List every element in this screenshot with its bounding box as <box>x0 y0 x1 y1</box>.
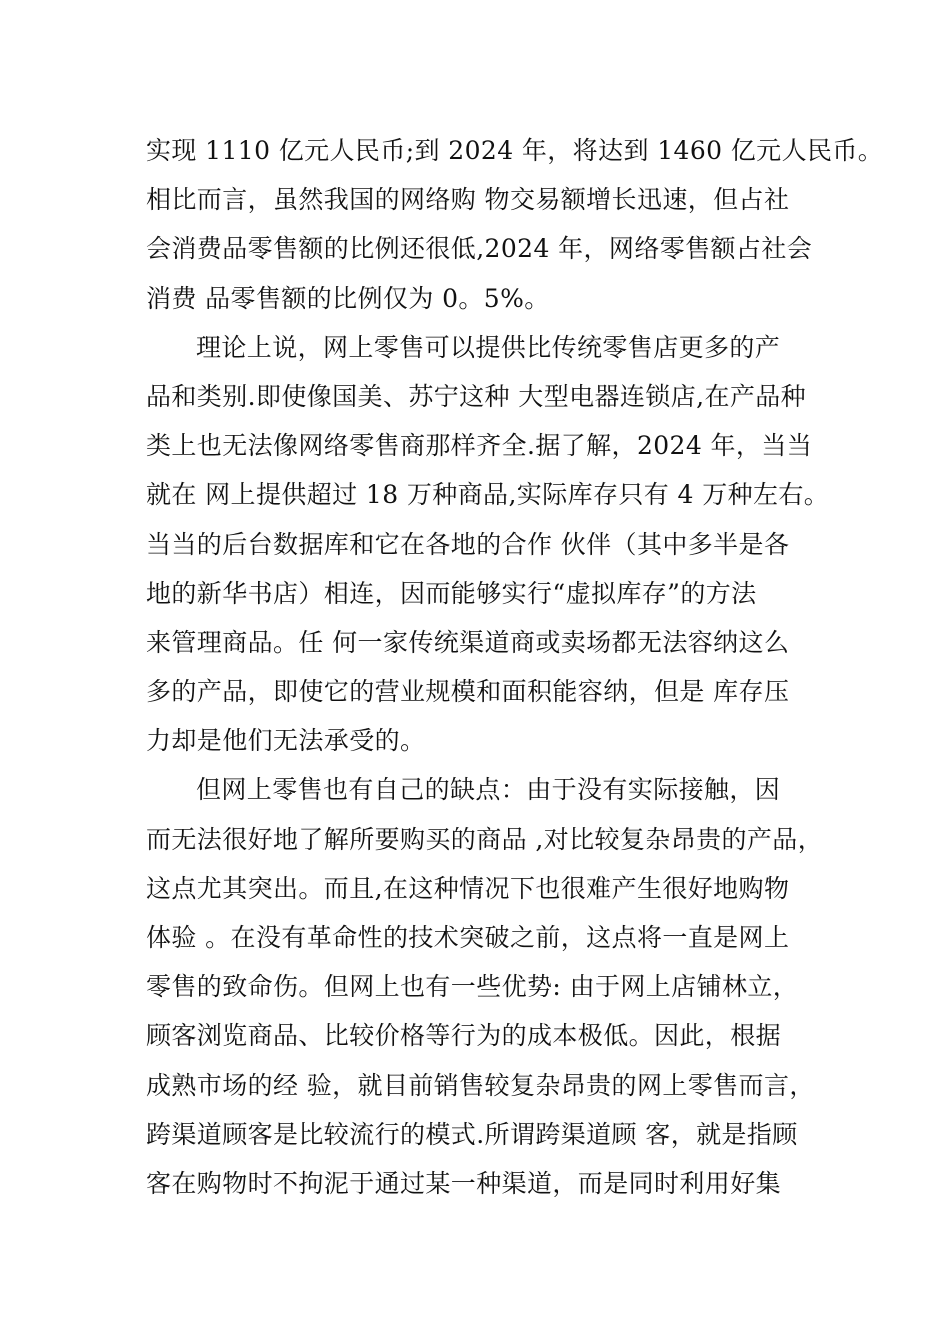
text-line: 顾客浏览商品、比较价格等行为的成本极低。因此，根据 <box>146 1021 782 1051</box>
paragraph-first-line: 理论上说，网上零售可以提供比传统零售店更多的产 <box>196 332 781 362</box>
text-line: 当当的后台数据库和它在各地的合作 伙伴（其中多半是各 <box>146 529 790 559</box>
text-line: 这点尤其突出。而且,在这种情况下也很难产生很好地购物 <box>146 873 790 903</box>
text-line: 体验 。在没有革命性的技术突破之前，这点将一直是网上 <box>146 923 790 952</box>
text-line: 相比而言，虽然我国的网络购 物交易额增长迅速，但占社 <box>146 185 790 215</box>
text-line: 地的新华书店）相连，因而能够实行“虚拟库存”的方法 <box>146 578 757 608</box>
text-line: 品和类别.即使像国美、苏宁这种 大型电器连锁店,在产品种 <box>146 381 807 411</box>
text-line: 力却是他们无法承受的。 <box>146 726 426 756</box>
text-line: 消费 品零售额的比例仅为 0。5%。 <box>146 283 550 313</box>
text-line: 跨渠道顾客是比较流行的模式.所谓跨渠道顾 客，就是指顾 <box>146 1119 798 1149</box>
text-line: 成熟市场的经 验，就目前销售较复杂昂贵的网上零售而言， <box>146 1070 815 1100</box>
text-line: 而无法很好地了解所要购买的商品 ,对比较复杂昂贵的产品， <box>146 824 824 854</box>
paragraph-first-line: 但网上零售也有自己的缺点：由于没有实际接触，因 <box>196 775 781 805</box>
text-line: 就在 网上提供超过 18 万种商品,实际库存只有 4 万种左右。 <box>146 480 830 510</box>
text-line: 来管理商品。任 何一家传统渠道商或卖场都无法容纳这么 <box>146 627 790 657</box>
text-line: 会消费品零售额的比例还很低,2024 年，网络零售额占社会 <box>146 234 813 264</box>
body-text <box>146 126 884 1208</box>
text-line: 类上也无法像网络零售商那样齐全.据了解，2024 年，当当 <box>146 431 813 461</box>
text-line: 多的产品，即使它的营业规模和面积能容纳，但是 库存压 <box>146 677 790 707</box>
text-line: 实现 1110 亿元人民币;到 2024 年，将达到 1460 亿元人民币。 <box>146 136 884 165</box>
text-line: 客在购物时不拘泥于通过某一种渠道，而是同时利用好集 <box>146 1168 782 1198</box>
text-line: 零售的致命伤。但网上也有一些优势: 由于网上店铺林立， <box>146 972 799 1002</box>
